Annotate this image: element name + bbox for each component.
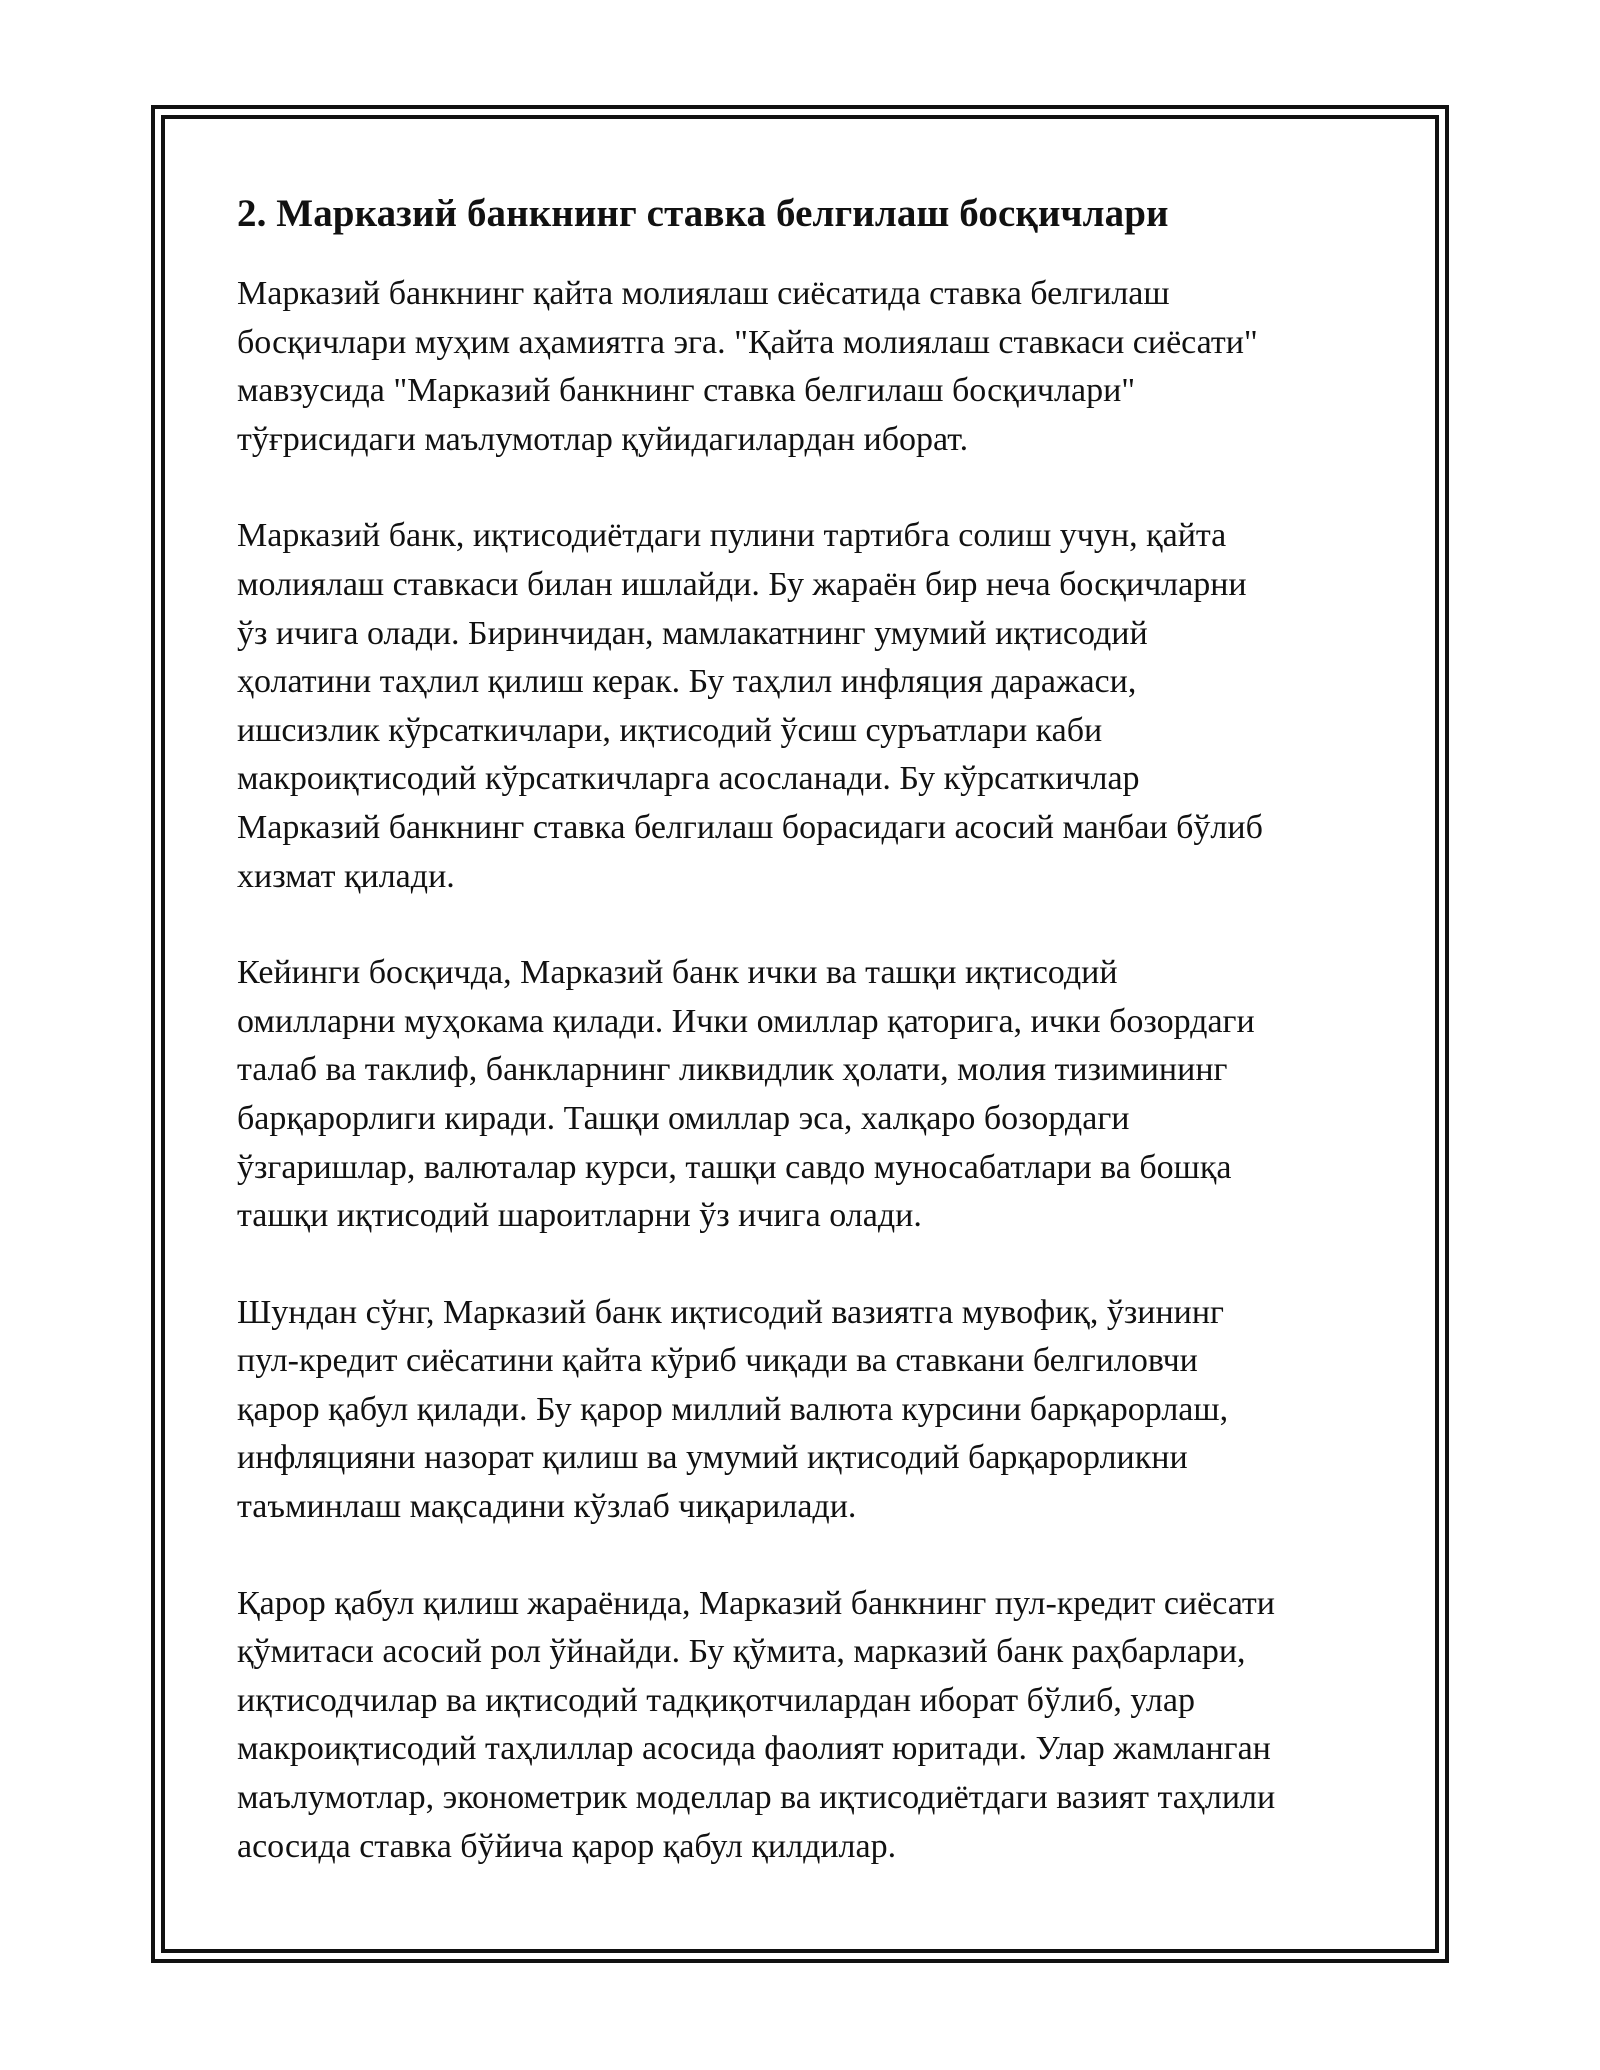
- paragraph-1: Марказий банкнинг қайта молиялаш сиёсатида ставка белгилаш босқичлари муҳим аҳамиятга эга. "Қайта молиялаш ставкаси сиёсати" мавзусида "Марказий банкнинг ставка белгилаш босқичлари" тўғрисидаги маълумотлар қуйидагилардан иборат.: [237, 275, 1258, 458]
- paragraph-4: Шундан сўнг, Марказий банк иқтисодий вазиятга мувофиқ, ўзининг пул-кредит сиёсатини қайта кўриб чиқади ва ставкани белгиловчи қарор қабул қилади. Бу қарор миллий валюта курсини барқарорлаш, инфляцияни назорат қилиш ва умумий иқтисодий барқарорликни таъминлаш мақсадини кўзлаб чиқарилади.: [237, 1293, 1229, 1526]
- paragraph-3: Кейинги босқичда, Марказий банк ички ва ташқи иқтисодий омилларни муҳокама қилади. Ички омиллар қаторига, ички бозордаги талаб ва таклиф, банкларнинг ликвидлик ҳолати, молия тизимининг барқарорлиги киради. Ташқи омиллар эса, халқаро бозордаги ўзгаришлар, валюталар курси, ташқи савдо муносабатлари ва бошқа ташқи иқтисодий шароитларни ўз ичига олади.: [237, 954, 1255, 1235]
- paragraph-2: Марказий банк, иқтисодиётдаги пулини тартибга солиш учун, қайта молиялаш ставкаси билан ишлайди. Бу жараён бир неча босқичларни ўз ичига олади. Биринчидан, мамлакатнинг умумий иқтисодий ҳолатини таҳлил қилиш керак. Бу таҳлил инфляция даражаси, ишсизлик кўрсаткичлари, иқтисодий ўсиш суръатлари каби макроиқтисодий кўрсаткичларга асосланади. Бу кўрсаткичлар Марказий банкнинг ставка белгилаш борасидаги асосий манбаи бўлиб хизмат қилади.: [237, 517, 1263, 895]
- document-body: [237, 186, 1387, 1919]
- section-title: 2. Марказий банкнинг ставка белгилаш босқичлари: [237, 192, 1169, 235]
- paragraph-5: Қарор қабул қилиш жараёнида, Марказий банкнинг пул-кредит сиёсати қўмитаси асосий рол ўйнайди. Бу қўмита, марказий банк раҳбарлари, иқтисодчилар ва иқтисодий тадқиқотчилардан иборат бўлиб, улар макроиқтисодий таҳлиллар асосида фаолият юритади. Улар жамланган маълумотлар, эконометрик моделлар ва иқтисодиётдаги вазият таҳлили асосида ставка бўйича қарор қабул қилдилар.: [237, 1584, 1276, 1865]
